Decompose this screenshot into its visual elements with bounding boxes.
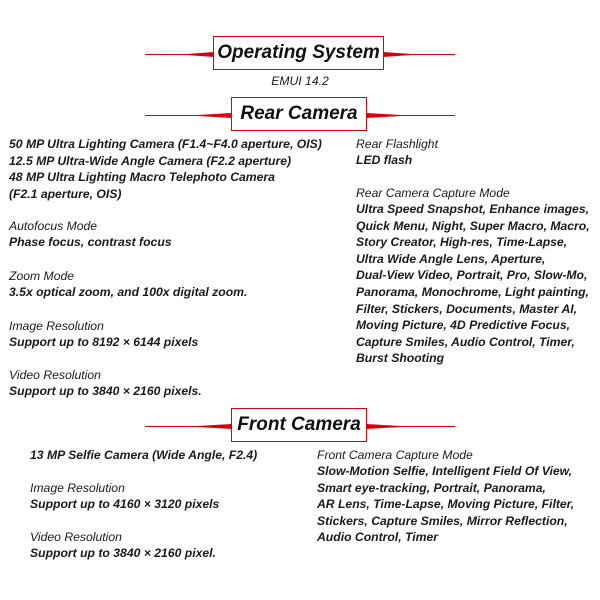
zoom-label: Zoom Mode <box>9 269 75 283</box>
header-rule-left <box>145 426 232 427</box>
rear-capture-mode-label: Rear Camera Capture Mode <box>356 186 510 200</box>
front-capture-mode-value: Slow-Motion Selfie, Intelligent Field Of View, Smart eye-tracking, Portrait, Panorama, AR Lens, Time-Lapse, Moving Picture, Filter, Stickers, Capture Smiles, Mirror Reflection, Audio Control, Timer <box>317 464 575 545</box>
front-section-header <box>0 408 600 444</box>
os-title: Operating System <box>213 36 384 70</box>
front-title: Front Camera <box>231 408 367 442</box>
header-rule-left <box>145 115 232 116</box>
rear-camera-list: 50 MP Ultra Lighting Camera (F1.4~F4.0 aperture, OIS) 12.5 MP Ultra-Wide Angle Camera (F2.2 aperture) 48 MP Ultra Lighting Macro Telephoto Camera (F2.1 aperture, OIS) <box>9 137 322 201</box>
front-capture-mode-label: Front Camera Capture Mode <box>317 448 473 462</box>
header-rule-right <box>366 426 455 427</box>
rear-title: Rear Camera <box>231 97 367 131</box>
autofocus-value: Phase focus, contrast focus <box>9 235 172 249</box>
rear-flash-label: Rear Flashlight <box>356 137 438 151</box>
rear-video-res-label: Video Resolution <box>9 368 101 382</box>
front-video-res-value: Support up to 3840 × 2160 pixel. <box>30 546 216 560</box>
os-value: EMUI 14.2 <box>271 74 329 88</box>
rear-capture-mode-value: Ultra Speed Snapshot, Enhance images, Quick Menu, Night, Super Macro, Macro, Story Creator, High-res, Time-Lapse, Ultra Wide Angle Lens, Aperture, Dual-View Video, Portrait, Pro, Slow-Mo, Panorama, Monochrome, Light painting, Filter, Stickers, Documents, Master AI, Moving Picture, 4D Predictive Focus, Capture Smiles, Audio Control, Timer, Burst Shooting <box>356 202 590 366</box>
rear-section-header <box>0 97 600 133</box>
zoom-value: 3.5x optical zoom, and 100x digital zoom. <box>9 285 248 299</box>
header-rule-left <box>145 54 214 55</box>
rear-flash-value: LED flash <box>356 153 413 167</box>
front-image-res-label: Image Resolution <box>30 481 125 495</box>
front-video-res-label: Video Resolution <box>30 530 122 544</box>
front-image-res-value: Support up to 4160 × 3120 pixels <box>30 497 220 511</box>
os-section-header <box>0 36 600 72</box>
header-rule-right <box>383 54 455 55</box>
autofocus-label: Autofocus Mode <box>9 219 98 233</box>
rear-video-res-value: Support up to 3840 × 2160 pixels. <box>9 384 202 398</box>
rear-image-res-value: Support up to 8192 × 6144 pixels <box>9 335 199 349</box>
rear-image-res-label: Image Resolution <box>9 319 104 333</box>
front-camera: 13 MP Selfie Camera (Wide Angle, F2.4) <box>30 448 258 462</box>
header-rule-right <box>366 115 455 116</box>
